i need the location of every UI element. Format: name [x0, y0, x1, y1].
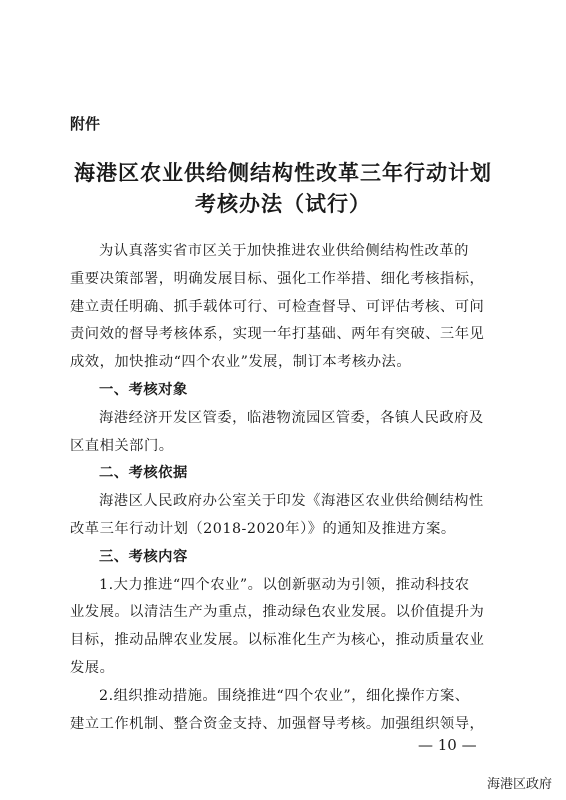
section-heading-content: 三、考核内容	[99, 548, 188, 565]
section-heading-targets: 一、考核对象	[99, 381, 188, 398]
item-line: 1.大力推进“四个农业”。以创新驱动为引领，推动科技农	[99, 576, 470, 593]
section-line: 改革三年行动计划（2018-2020年）》的通知及推进方案。	[70, 520, 456, 537]
intro-line: 为认真落实省市区关于加快推进农业供给侧结构性改革的	[99, 243, 469, 259]
item-line: 发展。	[70, 659, 115, 676]
source-watermark: 海港区政府	[486, 777, 552, 792]
attachment-label: 附件	[70, 115, 101, 133]
intro-line: 责问效的督导考核体系，实现一年打基础、两年有突破、三年见	[70, 326, 485, 343]
section-heading-basis: 二、考核依据	[99, 465, 188, 482]
section-line: 海港区人民政府办公室关于印发《海港区农业供给侧结构性	[99, 493, 484, 510]
document-title-line-1: 海港区农业供给侧结构性改革三年行动计划	[74, 160, 492, 185]
section-line: 海港经济开发区管委，临港物流园区管委，各镇人民政府及	[99, 409, 484, 426]
document-body	[70, 238, 500, 738]
item-line: 目标，推动品牌农业发展。以标准化生产为核心，推动质量农业	[70, 632, 485, 649]
item-line: 业发展。以清洁生产为重点，推动绿色农业发展。以价值提升为	[70, 604, 485, 621]
page-number: — 10 —	[418, 736, 477, 754]
intro-line: 建立责任明确、抓手载体可行、可检查督导、可评估考核、可问	[70, 298, 485, 315]
item-line: 2.组织推动措施。围绕推进“四个农业”，细化操作方案、	[99, 687, 470, 704]
intro-line: 重要决策部署，明确发展目标、强化工作举措、细化考核指标，	[70, 270, 485, 287]
document-title-line-2: 考核办法（试行）	[195, 191, 371, 216]
intro-line: 成效，加快推动“四个农业”发展，制订本考核办法。	[70, 354, 412, 371]
section-line: 区直相关部门。	[70, 437, 174, 454]
item-line: 建立工作机制、整合资金支持、加强督导考核。加强组织领导，	[70, 715, 485, 732]
